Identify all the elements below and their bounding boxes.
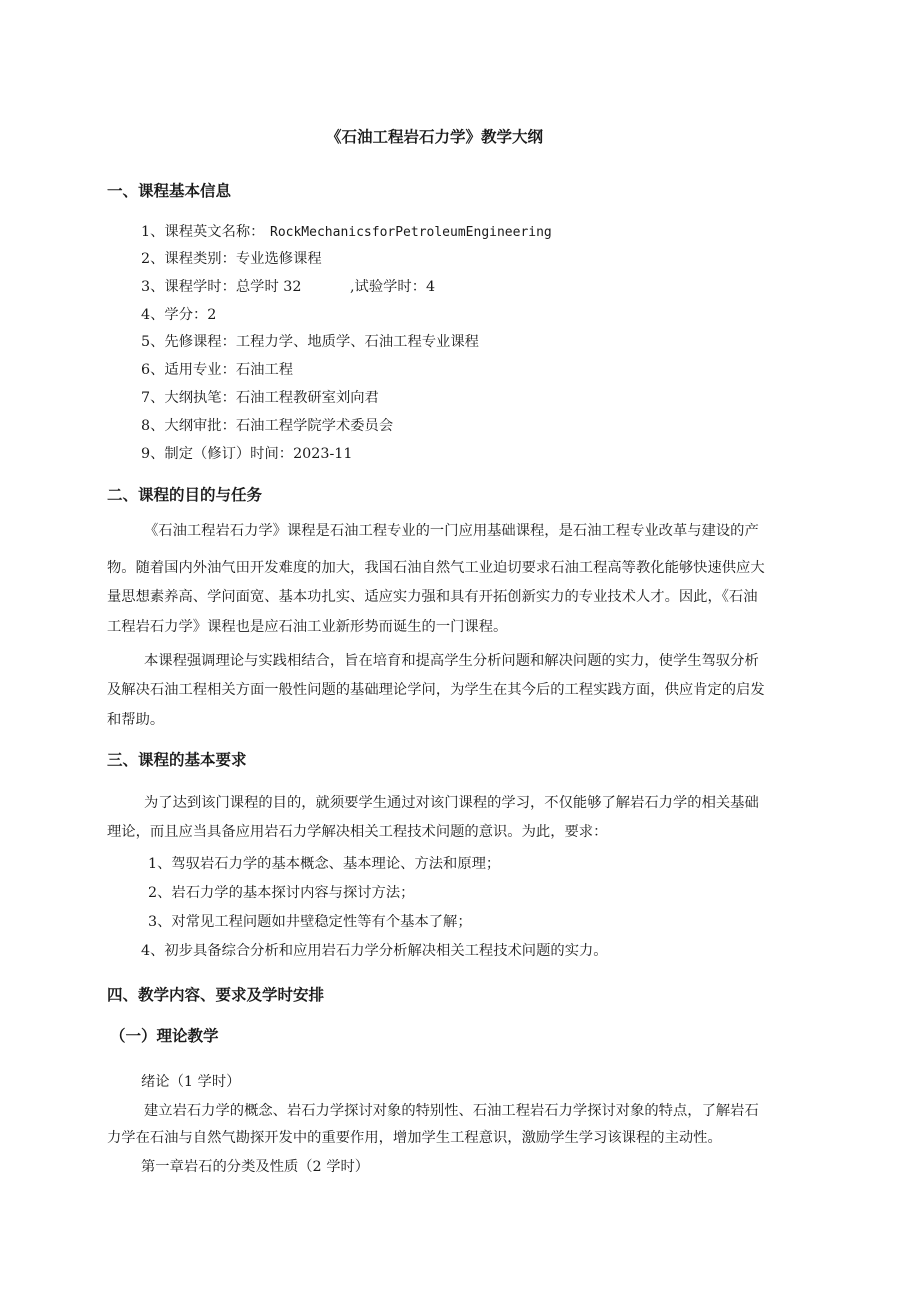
- section-heading-requirements: 三、课程的基本要求: [107, 751, 247, 769]
- purpose-line-3: 量思想素养高、学问面宽、基本功扎实、适应实力强和具有开拓创新实力的专业技术人才。因此，《石油: [107, 589, 758, 605]
- section-heading-teaching-content: 四、教学内容、要求及学时安排: [107, 986, 325, 1004]
- info-approval: 8、大纲审批：石油工程学院学术委员会: [141, 418, 394, 434]
- requirement-item-4: 4、初步具备综合分析和应用岩石力学分析解决相关工程技术问题的实力。: [141, 943, 608, 959]
- requirements-line-2: 理论，而且应当具备应用岩石力学解决相关工程技术问题的意识。为此，要求：: [107, 824, 608, 840]
- chapter-1-title: 第一章岩石的分类及性质（2 学时）: [141, 1159, 370, 1175]
- info-author: 7、大纲执笔：石油工程教研室刘向君: [141, 390, 379, 406]
- purpose-line-7: 和帮助。: [107, 712, 165, 728]
- intro-line-2: 力学在石油与自然气勘探开发中的重要作用，增加学生工程意识，激励学生学习该课程的主动性。: [107, 1130, 722, 1146]
- info-total-hours: 3、课程学时：总学时 32: [141, 279, 302, 295]
- section-heading-purpose: 二、课程的目的与任务: [107, 486, 263, 504]
- requirement-item-3: 3、对常见工程问题如井壁稳定性等有个基本了解；: [148, 914, 472, 930]
- info-english-name-value: RockMechanicsforPetroleumEngineering: [270, 225, 552, 240]
- info-credits: 4、学分：2: [141, 307, 217, 323]
- requirement-item-1: 1、驾驭岩石力学的基本概念、基本理论、方法和原理；: [148, 856, 501, 872]
- purpose-line-4: 工程岩石力学》课程也是应石油工业新形势而诞生的一门课程。: [107, 619, 508, 635]
- page-title: 《石油工程岩石力学》教学大纲: [326, 128, 544, 146]
- purpose-line-2: 物。随着国内外油气田开发难度的加大，我国石油自然气工业迫切要求石油工程高等教化能够快速供应大: [107, 560, 765, 576]
- purpose-line-5: 本课程强调理论与实践相结合，旨在培育和提高学生分析问题和解决问题的实力，使学生驾驭分析: [144, 653, 759, 669]
- info-applicable-major: 6、适用专业：石油工程: [141, 362, 294, 378]
- intro-line-1: 建立岩石力学的概念、岩石力学探讨对象的特别性、石油工程岩石力学探讨对象的特点，了解岩石: [144, 1103, 759, 1119]
- info-revision-date: 9、制定（修订）时间：2023-11: [141, 446, 353, 462]
- info-english-name-label: 1、课程英文名称：: [141, 224, 265, 240]
- info-course-category: 2、课程类别：专业选修课程: [141, 251, 322, 267]
- info-prerequisites: 5、先修课程：工程力学、地质学、石油工程专业课程: [141, 334, 479, 350]
- subsection-heading-theory: （一）理论教学: [110, 1027, 219, 1045]
- intro-chapter-title: 绪论（1 学时）: [141, 1074, 241, 1090]
- info-lab-hours: ,试验学时：4: [350, 279, 436, 295]
- purpose-line-1: 《石油工程岩石力学》课程是石油工程专业的一门应用基础课程，是石油工程专业改革与建设的产: [144, 523, 759, 539]
- section-heading-basic-info: 一、课程基本信息: [107, 182, 232, 200]
- requirement-item-2: 2、岩石力学的基本探讨内容与探讨方法；: [148, 885, 415, 901]
- purpose-line-6: 及解决石油工程相关方面一般性问题的基础理论学问，为学生在其今后的工程实践方面，供应肯定的启发: [107, 682, 765, 698]
- requirements-line-1: 为了达到该门课程的目的，就须要学生通过对该门课程的学习，不仅能够了解岩石力学的相关基础: [144, 795, 759, 811]
